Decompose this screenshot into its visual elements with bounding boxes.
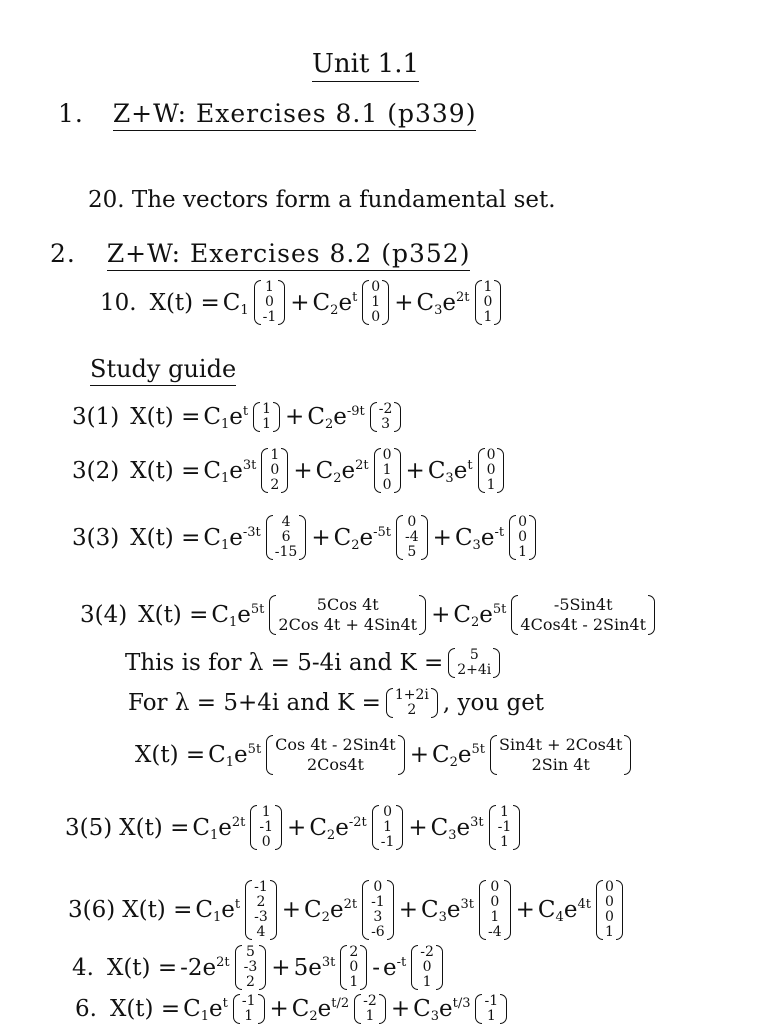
vector: -5Sin4t 4Cos4t - 2Sin4t: [511, 595, 655, 635]
vector: Sin4t + 2Cos4t 2Sin 4t: [490, 735, 631, 775]
vector: 0 0 0 1: [596, 880, 623, 940]
vector: 1 0 1: [475, 280, 502, 325]
vector: 5Cos 4t 2Cos 4t + 4Sin4t: [269, 595, 426, 635]
problem-3-4-alt-solution: X(t) = $C_1e^{5t}$ Cos 4t - 2Sin4t 2Cos4t + $C_2e^{5t}$ Sin4t + 2Cos4t 2Sin 4t: [135, 735, 633, 775]
problem-3-6: 3(6) X(t) = $C_1e^t$ -1 2 -3 4 + $C_2e^{2t}$ 0 -1 3 -6 + $C_3e^{3t}$ 0 0 1 -4 + $C_4e^{4t}$ 0 0 0 1: [68, 880, 625, 940]
vector: -1 1: [475, 994, 507, 1024]
vector: 1 0 2: [261, 448, 288, 493]
vector: -1 2 -3 4: [245, 880, 277, 940]
vector: -2 0 1: [411, 945, 443, 990]
vector: 2 0 1: [340, 945, 367, 990]
problem-3-4-note-2: For λ = 5+4i and K = 1+2i 2 , you get: [128, 687, 545, 718]
vector: 0 0 1 -4: [479, 880, 511, 940]
vector: 1 0 -1: [254, 280, 286, 325]
vector: 1 -1 0: [250, 805, 282, 850]
vector: 1 -1 1: [489, 805, 521, 850]
vector: 0 -4 5: [396, 515, 428, 560]
vector: 0 1 -1: [372, 805, 404, 850]
vector: 5 2+4i: [448, 648, 500, 678]
study-guide-heading: Study guide: [90, 355, 236, 383]
vector: -2 3: [370, 402, 402, 432]
vector: 0 0 1: [478, 448, 505, 493]
vector: -2 1: [354, 994, 386, 1024]
vector: -1 1: [233, 994, 265, 1024]
vector: 5 -3 2: [235, 945, 267, 990]
vector: 0 1 0: [362, 280, 389, 325]
section-2-heading: 2. Z+W: Exercises 8.2 (p352): [50, 240, 470, 268]
problem-3-2: 3(2) X(t) = $C_1e^{3t}$ 1 0 2 + $C_2e^{2t}$ 0 1 0 + $C_3e^t$ 0 0 1: [72, 448, 506, 493]
vector: 1+2i 2: [386, 688, 438, 718]
vector: 4 6 -15: [266, 515, 307, 560]
vector: 0 -1 3 -6: [362, 880, 394, 940]
problem-6: 6. X(t) = $C_1e^t$ -1 1 + $C_2e^{t/2}$ -2 1 + $C_3e^{t/3}$ -1 1: [75, 994, 509, 1024]
page-title: Unit 1.1: [312, 50, 419, 78]
problem-3-4: 3(4) X(t) = $C_1e^{5t}$ 5Cos 4t 2Cos 4t + 4Sin4t + $C_2e^{5t}$ -5Sin4t 4Cos4t - 2Sin4t: [80, 595, 657, 635]
problem-4: 4. X(t) = $-2e^{2t}$ 5 -3 2 + $5e^{3t}$ 2 0 1 - $e^{-t}$ -2 0 1: [72, 945, 445, 990]
answer-20: 20. The vectors form a fundamental set.: [88, 187, 556, 213]
problem-3-1: 3(1) X(t) = $C_1e^t$ 1 1 + $C_2e^{-9t}$ -2 3: [72, 402, 403, 432]
problem-3-3: 3(3) X(t) = $C_1e^{-3t}$ 4 6 -15 + $C_2e^{-5t}$ 0 -4 5 + $C_3e^{-t}$ 0 0 1: [72, 515, 538, 560]
problem-3-4-note-1: This is for λ = 5-4i and K = 5 2+4i: [125, 648, 502, 678]
answer-10: 10. X(t) = $C_1$ 1 0 -1 + $C_2e^t$ 0 1 0 + $C_3e^{2t}$ 1 0 1: [100, 280, 503, 325]
vector: 0 0 1: [509, 515, 536, 560]
vector: 0 1 0: [374, 448, 401, 493]
problem-3-5: 3(5) X(t) = $C_1e^{2t}$ 1 -1 0 + $C_2e^{-2t}$ 0 1 -1 + $C_3e^{3t}$ 1 -1 1: [65, 805, 522, 850]
vector: Cos 4t - 2Sin4t 2Cos4t: [266, 735, 405, 775]
section-1-heading: 1. Z+W: Exercises 8.1 (p339): [58, 100, 476, 128]
vector: 1 1: [253, 402, 280, 432]
